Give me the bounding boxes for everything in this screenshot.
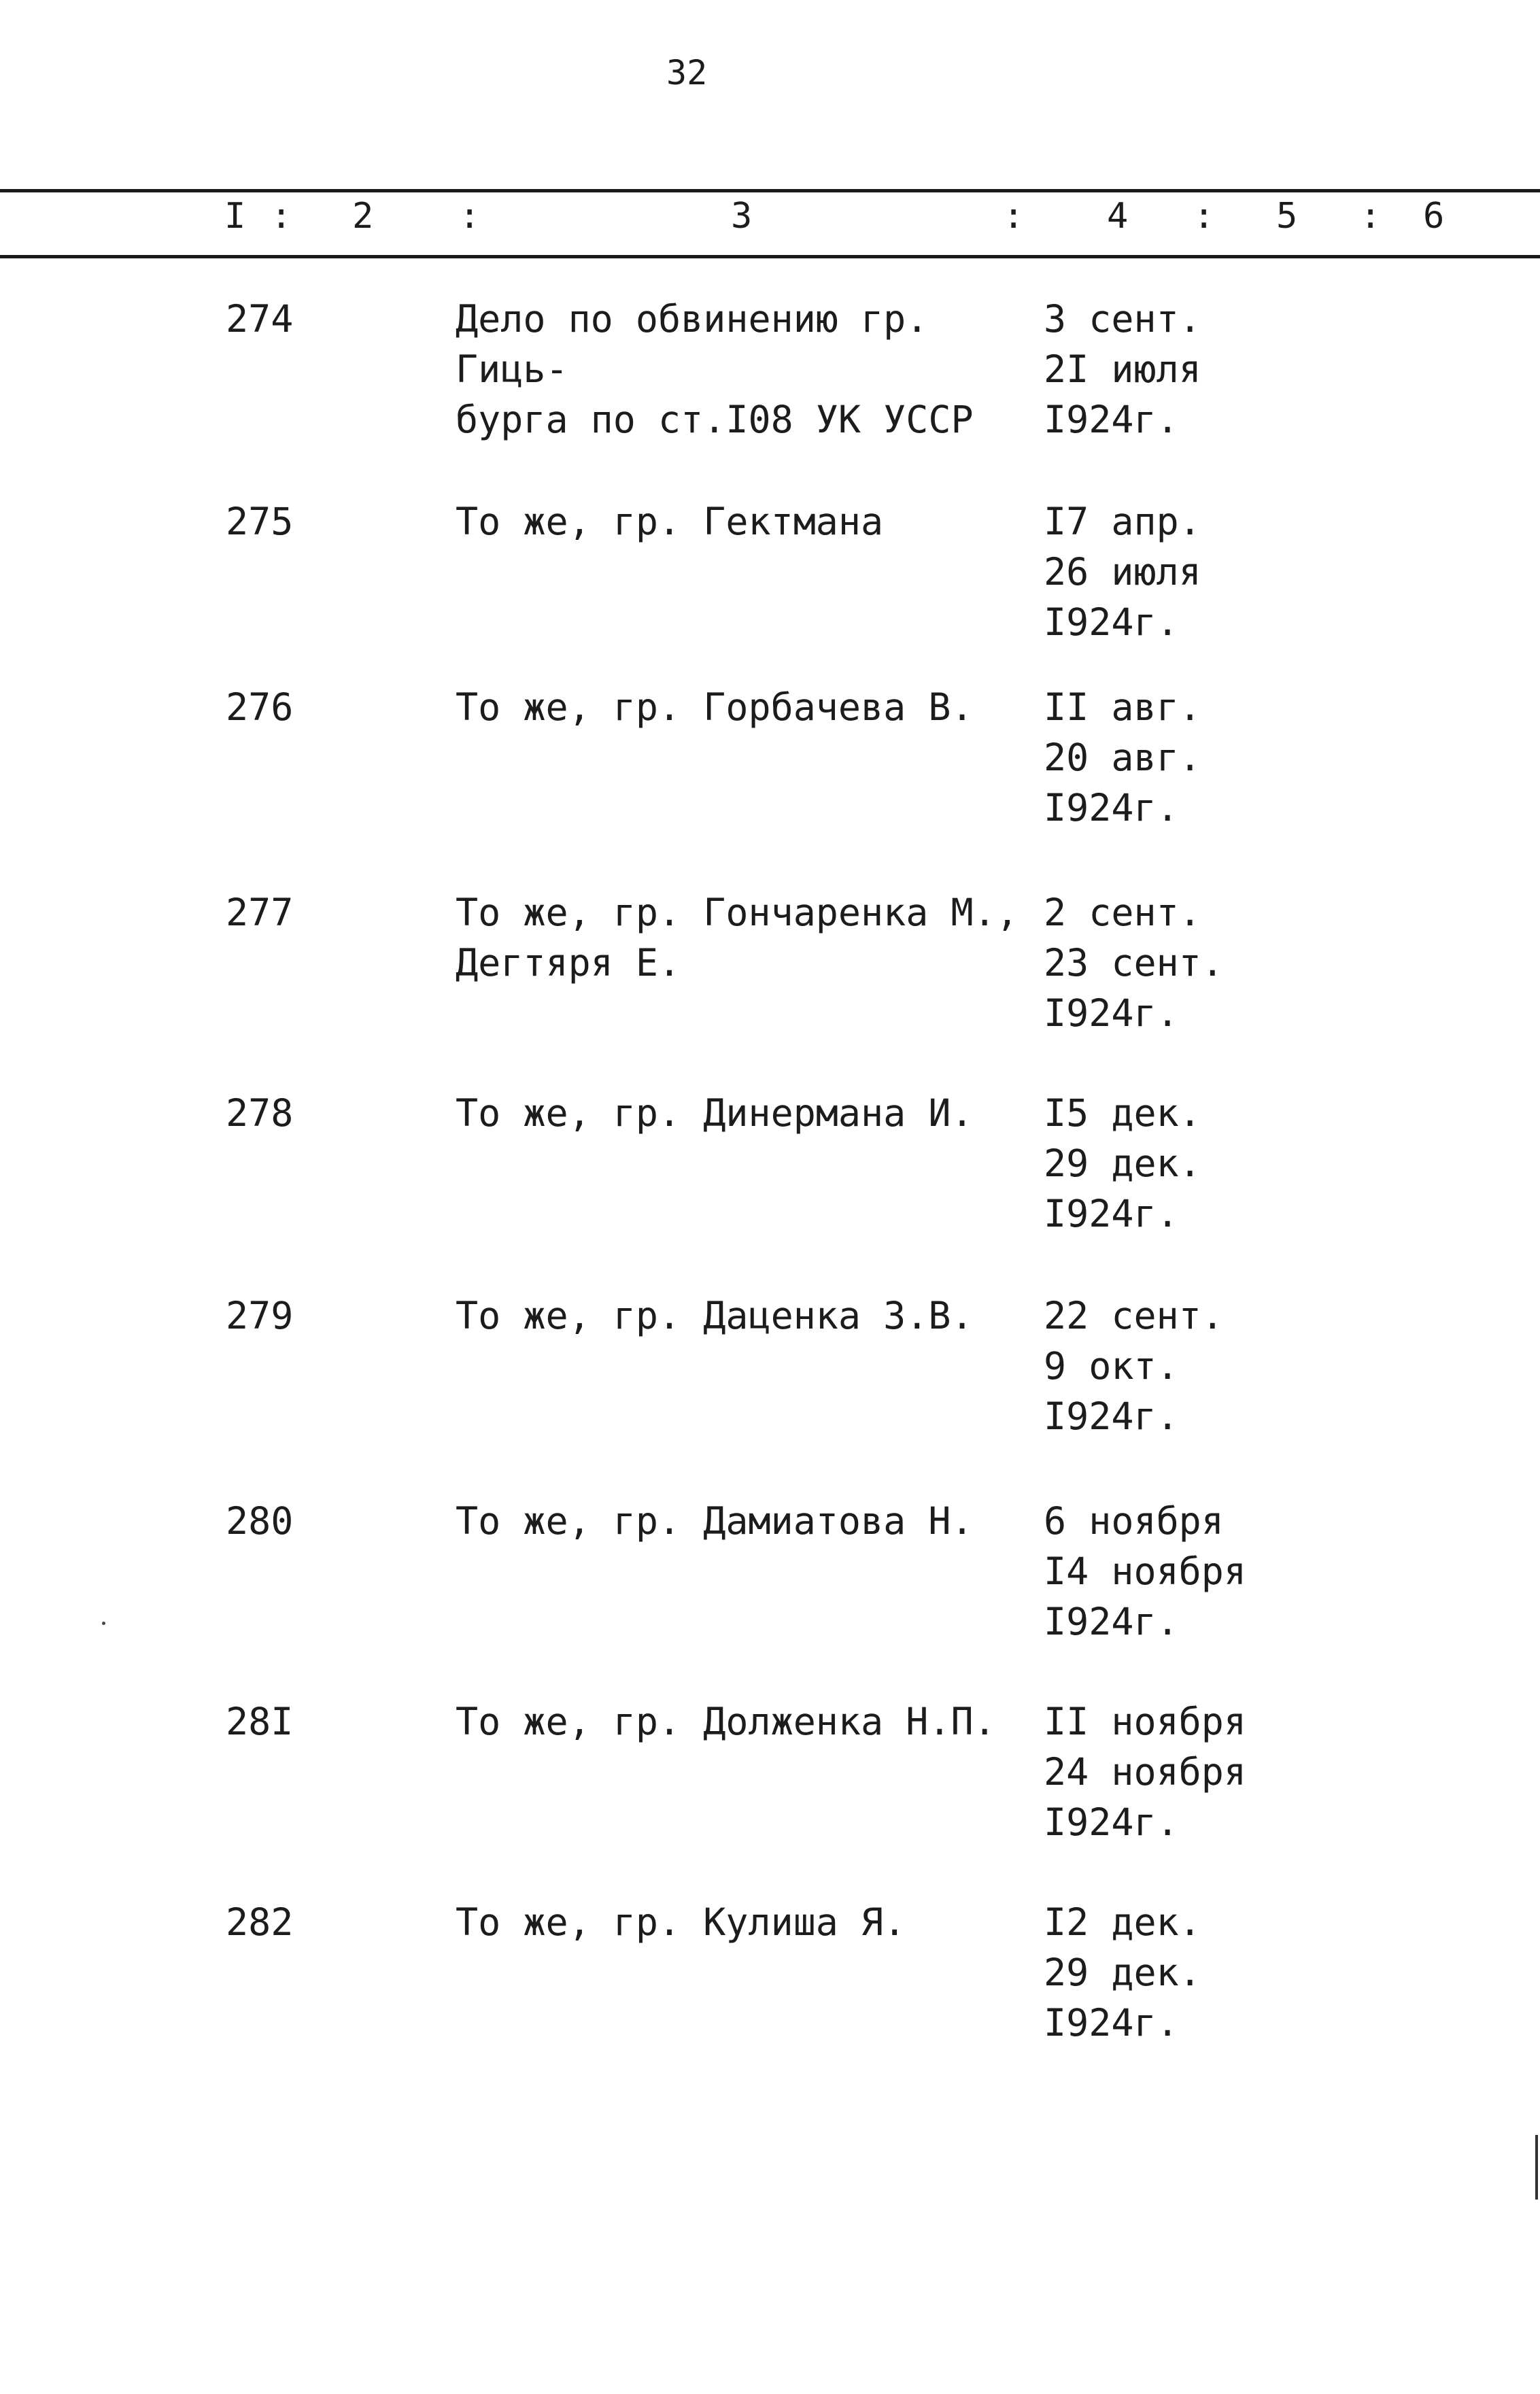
date-end: 9 окт. (1044, 1344, 1179, 1388)
record-description: То же, гр. Дамиатова Н. (456, 1499, 974, 1543)
record-dates (1044, 1088, 1288, 1239)
record-dates (1044, 294, 1288, 445)
record-number: 278 (226, 1091, 294, 1135)
date-year: I924г. (1044, 1800, 1179, 1844)
record-description: То же, гр. Гончаренка М., Дегтяря Е. (456, 891, 1019, 985)
table-header-rule (0, 255, 1540, 258)
record-number: 28I (226, 1700, 294, 1743)
header-separator: : (459, 196, 481, 237)
date-year: I924г. (1044, 398, 1179, 441)
date-end: 26 июля (1044, 550, 1201, 594)
date-start: 3 сент. (1044, 297, 1201, 341)
record-dates (1044, 682, 1288, 833)
header-separator: : (1193, 196, 1215, 237)
table-header (0, 196, 1540, 237)
record-number: 275 (226, 500, 294, 543)
record-number: 282 (226, 1900, 294, 1944)
record-description: То же, гр. Долженка Н.П. (456, 1700, 996, 1743)
record-dates (1044, 887, 1288, 1038)
record-description: То же, гр. Гектмана (456, 500, 884, 543)
record-description: То же, гр. Кулиша Я. (456, 1900, 906, 1944)
date-year: I924г. (1044, 2001, 1179, 2045)
record-number: 279 (226, 1294, 294, 1337)
header-separator: : (271, 196, 292, 237)
date-end: 2I июля (1044, 347, 1201, 391)
header-separator: : (1360, 196, 1382, 237)
date-start: II ноября (1044, 1700, 1247, 1743)
date-start: 6 ноября (1044, 1499, 1224, 1543)
date-start: II авг. (1044, 685, 1201, 729)
table-top-rule (0, 189, 1540, 192)
date-year: I924г. (1044, 786, 1179, 830)
record-description: То же, гр. Даценка З.В. (456, 1294, 974, 1337)
date-start: 2 сент. (1044, 891, 1201, 934)
record-dates (1044, 1696, 1288, 1847)
date-year: I924г. (1044, 1600, 1179, 1643)
record-description: То же, гр. Горбачева В. (456, 685, 974, 729)
page-number: 32 (666, 53, 708, 92)
record-dates (1044, 1290, 1288, 1441)
date-end: 29 дек. (1044, 1142, 1201, 1185)
date-year: I924г. (1044, 991, 1179, 1035)
date-start: I5 дек. (1044, 1091, 1201, 1135)
header-col-1: I (224, 196, 246, 237)
date-end: 23 сент. (1044, 941, 1224, 985)
margin-mark (1535, 2135, 1538, 2200)
header-col-5: 5 (1276, 196, 1298, 237)
scan-speck (102, 1622, 105, 1625)
date-year: I924г. (1044, 600, 1179, 644)
record-dates (1044, 496, 1288, 647)
record-number: 280 (226, 1499, 294, 1543)
date-end: 20 авг. (1044, 736, 1201, 779)
date-start: 22 сент. (1044, 1294, 1224, 1337)
record-dates (1044, 1496, 1288, 1647)
date-year: I924г. (1044, 1395, 1179, 1438)
date-start: I7 апр. (1044, 500, 1201, 543)
record-number: 274 (226, 297, 294, 341)
date-start: I2 дек. (1044, 1900, 1201, 1944)
record-number: 276 (226, 685, 294, 729)
header-col-6: 6 (1423, 196, 1445, 237)
date-end: 24 ноября (1044, 1750, 1247, 1794)
date-end: 29 дек. (1044, 1951, 1201, 1994)
date-year: I924г. (1044, 1192, 1179, 1235)
date-end: I4 ноября (1044, 1550, 1247, 1593)
header-col-4: 4 (1107, 196, 1129, 237)
record-description: Дело по обвинению гр. Гиць- бурга по ст.I08 УК УССР (456, 297, 974, 441)
record-number: 277 (226, 891, 294, 934)
header-col-3: 3 (731, 196, 753, 237)
header-separator: : (1003, 196, 1025, 237)
header-col-2: 2 (352, 196, 374, 237)
record-dates (1044, 1897, 1288, 2048)
record-description: То же, гр. Динермана И. (456, 1091, 974, 1135)
